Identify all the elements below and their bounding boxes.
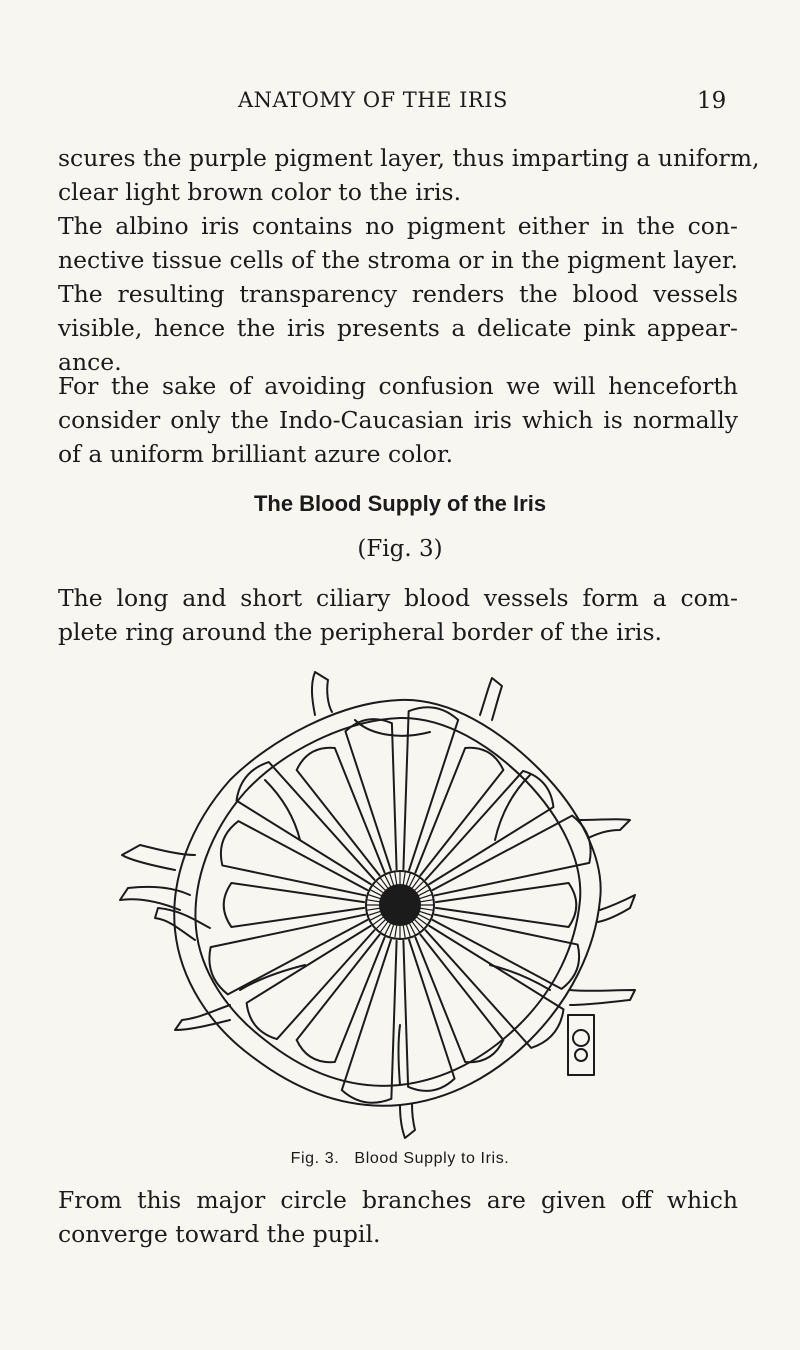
paragraph-continuation — [58, 141, 760, 209]
figure-caption: Fig. 3. Blood Supply to Iris. — [290, 1150, 510, 1167]
ciliary-vessel-top-2 — [480, 678, 502, 720]
text-line: The long and short ciliary blood vessels form a com- — [58, 584, 738, 612]
text-line: of a uniform brilliant azure color. — [58, 440, 454, 468]
pupillary-capillary — [395, 871, 397, 885]
pupillary-capillary — [366, 908, 380, 910]
pupillary-capillary — [406, 873, 410, 886]
paragraph-albino-iris — [58, 209, 738, 379]
pupillary-capillary — [406, 924, 410, 937]
pupillary-capillary — [403, 871, 405, 885]
pupillary-capillary — [419, 894, 432, 898]
text-line: scures the purple pigment layer, thus imparting a uniform, — [58, 144, 760, 172]
pupillary-capillary — [389, 873, 393, 886]
text-line: The albino iris contains no pigment either in the con- — [58, 212, 738, 240]
pupil — [380, 885, 420, 925]
text-line: visible, hence the iris presents a delicate pink appear- — [58, 314, 738, 342]
page-number: 19 — [697, 88, 727, 114]
text-line: From this major circle branches are given off which — [58, 1186, 738, 1214]
ciliary-vessel-right-2 — [598, 895, 635, 922]
paragraph-major-circle — [58, 1183, 738, 1251]
pupillary-capillary — [403, 925, 405, 939]
section-heading: The Blood Supply of the Iris — [253, 491, 547, 516]
pupillary-capillary — [376, 881, 386, 891]
pupillary-capillary — [389, 924, 393, 937]
figure-reference: (Fig. 3) — [357, 536, 443, 562]
ciliary-vessel-right-3 — [570, 990, 635, 1005]
radial-branch-vessel — [436, 883, 576, 927]
pupillary-capillary — [368, 911, 381, 915]
pupillary-capillary — [366, 900, 380, 902]
pupillary-capillary — [420, 908, 434, 910]
pupillary-capillary — [368, 894, 381, 898]
page-header — [0, 88, 800, 128]
running-title: ANATOMY OF THE IRIS — [238, 88, 508, 112]
ciliary-vessel-bottom — [400, 1104, 415, 1138]
pupillary-capillary — [376, 919, 386, 929]
pupillary-capillary — [419, 911, 432, 915]
ciliary-vessel-top — [312, 672, 332, 715]
text-line: nective tissue cells of the stroma or in the pigment layer. — [58, 246, 738, 274]
paragraph-ciliary-vessels — [58, 581, 738, 649]
text-line: For the sake of avoiding confusion we will henceforth — [58, 372, 738, 400]
text-line: converge toward the pupil. — [58, 1220, 381, 1248]
iris-blood-supply-illustration — [100, 660, 660, 1140]
pupillary-capillary — [414, 919, 424, 929]
pupillary-capillary — [420, 900, 434, 902]
text-line: ance. — [58, 348, 122, 376]
ciliary-vessel-left-3 — [155, 908, 210, 940]
pupillary-capillary — [395, 925, 397, 939]
text-line: consider only the Indo-Caucasian iris which is normally — [58, 406, 738, 434]
ciliary-vessel-left-2 — [120, 887, 190, 910]
ciliary-vessel-left-4 — [175, 1005, 230, 1030]
text-line: clear light brown color to the iris. — [58, 178, 462, 206]
pupillary-capillary — [414, 881, 424, 891]
text-line: The resulting transparency renders the blood vessels — [58, 280, 738, 308]
text-line: plete ring around the peripheral border of the iris. — [58, 618, 662, 646]
paragraph-indo-caucasian — [58, 369, 738, 471]
radial-branch-vessel — [224, 883, 364, 927]
